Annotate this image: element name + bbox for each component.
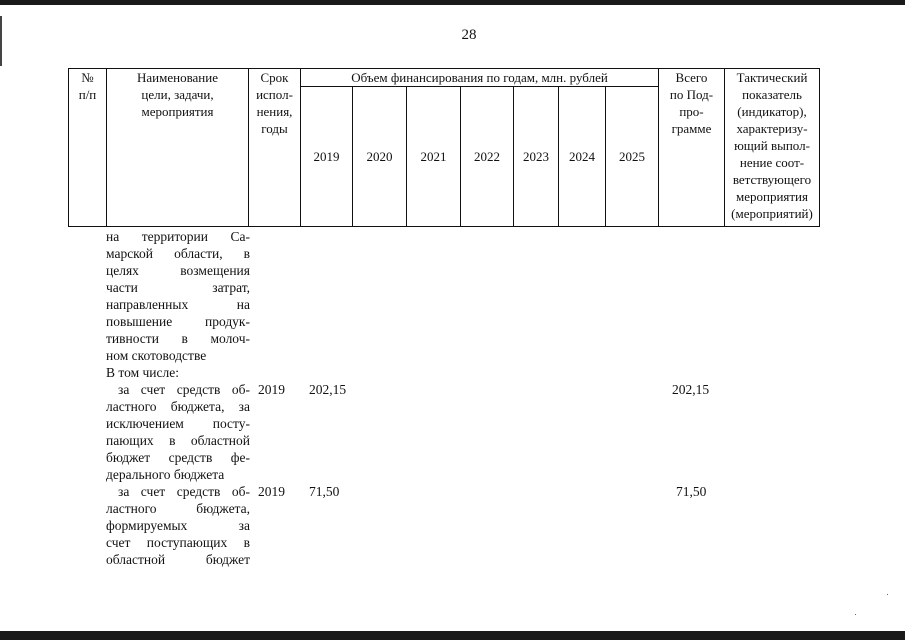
header-indicator-text: ветствующего: [732, 172, 812, 187]
header-indicator-text: показатель: [742, 87, 802, 102]
header-indicator-text: Тактический: [736, 70, 808, 85]
header-indicator-text: мероприятия: [735, 189, 808, 204]
header-total-text: грамме: [671, 121, 712, 136]
text-line: тивности в молоч-: [106, 331, 250, 346]
header-indicator-text: (мероприятий): [731, 206, 813, 221]
text-line: счет поступающих в: [106, 535, 250, 550]
header-year-2022: 2022: [461, 87, 514, 227]
text-line: на территории Са-: [106, 229, 250, 244]
row2-description: [118, 483, 250, 500]
text-line: пающих в областной: [106, 433, 250, 448]
row2-value-2019: 71,50: [309, 484, 340, 499]
text-line: ластного бюджета, за: [106, 399, 250, 414]
row1-year: 2019: [258, 382, 285, 397]
row1-description: [118, 381, 250, 398]
header-year-2023: 2023: [514, 87, 559, 227]
text-line: за счет средств об-: [118, 382, 250, 397]
header-name-text: мероприятия: [141, 104, 214, 119]
text-line: за счет средств об-: [118, 484, 250, 499]
header-funding: Объем финансирования по годам, млн. рублей: [301, 69, 659, 87]
row2-year: 2019: [258, 484, 285, 499]
header-year-2020: 2020: [353, 87, 407, 227]
text-line: повышение продук-: [106, 314, 250, 329]
header-total-text: по Под-: [669, 87, 714, 102]
text-line: формируемых за: [106, 518, 250, 533]
row1-total: 202,15: [672, 382, 710, 397]
header-year-2021: 2021: [407, 87, 461, 227]
header-indicator-text: нение соот-: [739, 155, 805, 170]
text-line: целях возмещения: [106, 263, 250, 278]
row1-value-2019: 202,15: [309, 382, 347, 397]
text-line: ном скотоводстве: [106, 348, 207, 363]
header-term-text: годы: [261, 121, 288, 136]
header-name-text: цели, задачи,: [141, 87, 214, 102]
page-number: 28: [461, 27, 477, 43]
header-number-text: №: [81, 70, 94, 85]
row2-total: 71,50: [676, 484, 707, 499]
row2-description-cont: [106, 500, 250, 568]
text-line: направленных на: [106, 297, 250, 312]
text-line: исключением посту-: [106, 416, 250, 431]
header-indicator-text: (индикатор),: [737, 104, 807, 119]
row1-description-cont: [106, 398, 250, 483]
text-line: областной бюджет: [106, 552, 250, 567]
header-term-text: Срок: [260, 70, 289, 85]
header-term-text: нения,: [256, 104, 293, 119]
header-year-2019: 2019: [301, 87, 353, 227]
header-indicator-text: ющий выпол-: [734, 138, 810, 153]
text-line: бюджет средств фе-: [106, 450, 250, 465]
text-line: части затрат,: [106, 280, 250, 295]
subheading: В том числе:: [106, 365, 179, 380]
header-term-text: испол-: [256, 87, 293, 102]
header-year-2025: 2025: [606, 87, 659, 227]
text-line: ластного бюджета,: [106, 501, 250, 516]
header-year-2024: 2024: [559, 87, 606, 227]
header-total-text: про-: [679, 104, 704, 119]
header-total-text: Всего: [675, 70, 708, 85]
header-name-text: Наименование: [137, 70, 218, 85]
text-line: дерального бюджета: [106, 467, 225, 482]
scan-speck: [855, 614, 856, 615]
text-line: марской области, в: [106, 246, 250, 261]
bottom-border: [0, 631, 905, 640]
header-number-text: п/п: [78, 87, 97, 102]
header-indicator-text: характеризу-: [736, 121, 808, 136]
scan-speck: [887, 594, 888, 595]
intro-text: [106, 228, 250, 381]
